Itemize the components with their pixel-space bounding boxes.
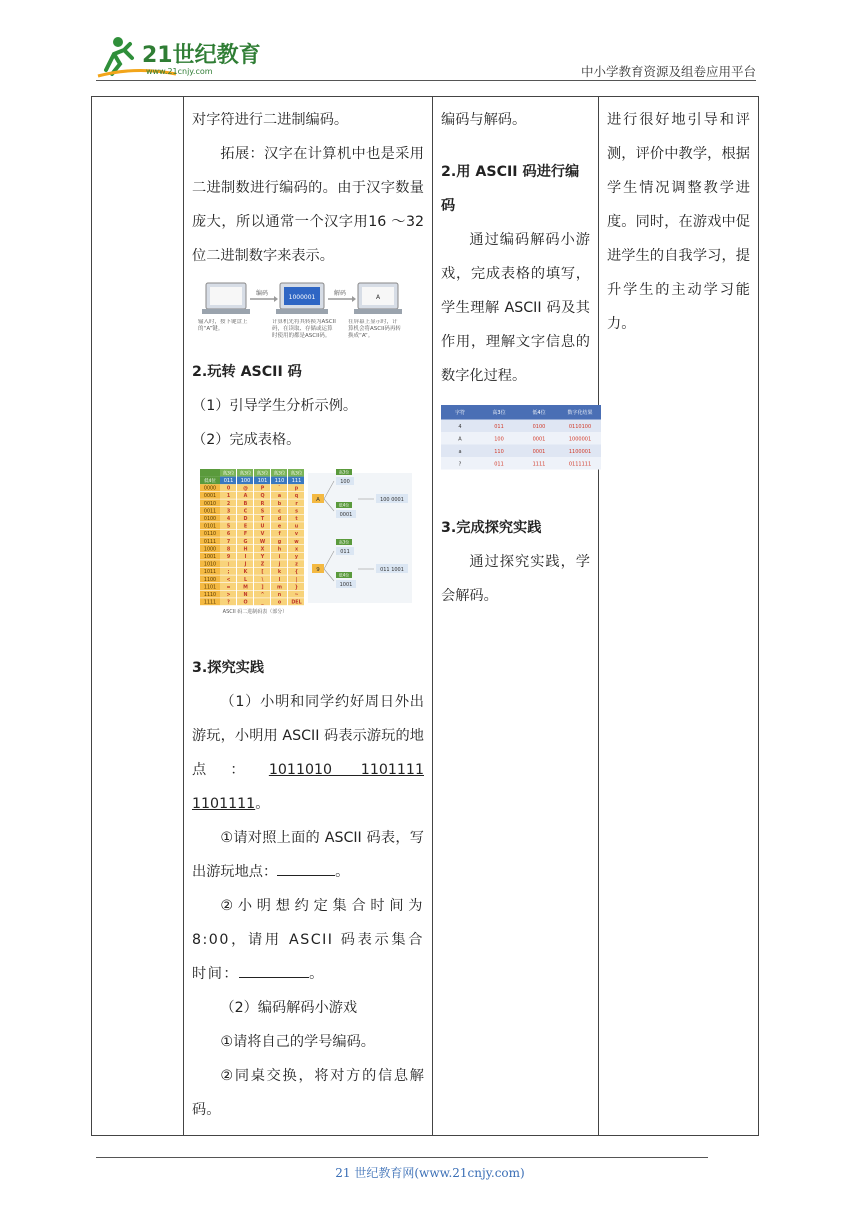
table-cell-value: 0001 [532,448,546,455]
char-label: [ [261,570,264,576]
high-header-label: 高3位 [273,471,286,477]
char-label: ` [278,486,281,492]
low-bits-label: 0011 [203,509,217,515]
char-label: g [277,539,282,545]
char-label: E [243,524,248,530]
char-label: C [243,509,248,515]
laptop-3-icon [354,283,402,314]
char-label: > [226,593,231,598]
char-label: w [294,539,299,545]
char-label: l [278,577,281,583]
header-divider [96,80,756,81]
example-result: 100 0001 [380,496,404,503]
example-result: 011 1001 [380,566,404,573]
char-label: 8 [226,547,231,553]
paragraph-extension: 拓展：汉字在计算机中也是采用二进制数进行编码的。由于汉字数量庞大，所以通常一个汉字用16 ～32 位二进制数字来表示。 [192,146,424,264]
high-header-label: 高3位 [239,471,252,477]
char-label: _ [261,600,264,606]
example-high-label: 高3位 [338,469,350,475]
section-heading-3: 3.探究实践 [192,660,265,676]
char-label: m [277,585,282,591]
char-label: e [277,524,282,530]
high-header-label: 高3位 [290,471,303,477]
char-label: X [260,547,265,553]
char-label: 4 [226,517,231,522]
high-bits-label: 101 [257,478,268,485]
char-label: R [260,501,265,507]
char-label: \ [261,577,264,583]
answer-blank[interactable] [277,875,335,876]
low-bits-label: 0100 [203,517,217,522]
example-char: 9 [316,567,320,573]
laptop-1-icon [202,283,250,314]
low-bits-label: 0010 [203,501,217,507]
section-heading-2: 2.用 ASCII 码进行编码 [441,164,580,214]
char-label: V [260,532,265,538]
char-label: ? [227,600,230,606]
col-4-cell [599,97,759,1136]
low-bits-label: 1101 [203,585,217,591]
char-label: z [295,562,298,568]
low-bits-label: 1100 [203,577,217,583]
low-bits-label: 1001 [203,555,217,560]
low-bits-label: 0000 [203,486,217,492]
footer-divider [96,1157,708,1158]
example-high-label: 高3位 [338,539,350,545]
char-label: A [243,494,248,500]
table-cell-value: 011 [494,423,504,430]
char-label: K [243,570,248,576]
lesson-table [91,96,759,1136]
low-bits-label: 0110 [203,532,217,538]
table-cell-value: A [458,436,462,443]
char-label: ; [227,570,230,576]
section-heading-2: 2.玩转 ASCII 码 [192,364,302,380]
col-2-cell [184,97,433,1136]
table-cell-value: 0001 [532,436,546,443]
char-label: c [278,509,281,515]
char-label: a [277,494,282,500]
char-label: O [243,600,248,606]
char-label: H [243,547,248,553]
char-label: 3 [226,509,231,515]
svg-text:21世纪教育: 21世纪教育 [142,43,261,68]
char-label: b [277,501,282,507]
table-cell-value: 1000001 [568,436,592,443]
table-cell-value: 1111 [532,461,546,468]
char-label: f [278,532,281,538]
char-label: t [295,517,298,522]
example-panel [308,473,412,603]
high-bits-label: 111 [291,478,302,485]
table-caption: ASCII 码二进制码表（部分） [222,608,288,615]
svg-text:A: A [375,294,381,301]
encoding-process-figure: 编码 1000001 解码 A 输入时，按下键盘上的“A”键。 计算机先将其转换为ASCII码，在读取、存储或运算时使用的都是ASCII码。 在屏幕上显示时，计算机会将ASCII码再转换成“A”。 [198,279,402,351]
char-label: y [294,555,299,560]
char-label: j [278,562,281,568]
example-low-label: 低4位 [338,572,350,578]
table-cell-value: ? [458,461,462,468]
header-label: 高3位 [492,410,506,416]
paragraph: 编码与解码。 [441,112,527,128]
step-1: （1）引导学生分析示例。 [192,398,358,414]
col-3-cell [433,97,599,1136]
question-2b: ②同桌交换，将对方的信息解码。 [192,1068,424,1118]
high-header-label: 高3位 [222,471,235,477]
low-bits-label: 0101 [203,524,217,530]
example-char: A [316,497,320,503]
table-cell-value: 0100 [532,423,546,430]
high-bits-label: 110 [274,478,285,485]
low-bits-label: 0001 [203,494,217,500]
header-label: 字符 [454,410,466,416]
char-label: < [226,577,231,583]
char-label: } [294,585,299,591]
char-label: : [227,562,230,568]
char-label: v [294,532,299,538]
table-cell-value: a [458,448,462,455]
high-header-label: 高3位 [256,471,269,477]
char-label: s [295,509,298,515]
char-label: 5 [226,524,231,530]
char-label: ^ [260,593,265,598]
example-high: 100 [340,479,350,485]
char-label: P [260,486,265,492]
char-label: F [243,532,248,538]
char-label: B [243,501,248,507]
question-1: （1）小明和同学约好周日外出游玩，小明用 ASCII 码表示游玩的地点：1011010 1101111 1101111。 [192,694,424,812]
char-label: 0 [226,486,231,492]
char-label: 9 [226,555,231,560]
table-corner [200,469,220,477]
example-low: 0001 [339,512,353,518]
low-bits-label: 0111 [203,539,217,545]
table-cell-value: 011 [494,461,504,468]
char-label: k [277,570,282,576]
char-label: x [294,547,299,553]
low-bits-label: 1110 [203,593,217,598]
low-bits-label: 1010 [203,562,217,568]
answer-blank[interactable] [239,977,309,978]
low-bits-label: 1000 [203,547,217,553]
svg-text:1000001: 1000001 [288,294,316,301]
char-label: ~ [294,593,299,598]
char-label: @ [243,486,248,492]
paragraph: 进行很好地引导和评测，评价中教学，根据学生情况调整教学进度。同时，在游戏中促进学生的自我学习，提升学生的主动学习能力。 [607,112,750,332]
char-label: r [295,501,298,507]
example-low: 1001 [339,582,353,588]
char-label: I [244,555,247,560]
table-cell-value: 0110100 [568,423,592,430]
section-heading-3: 3.完成探究实践 [441,520,542,536]
laptop-2-icon [276,283,328,314]
high-bits-label: 011 [223,478,234,485]
step-2: （2）完成表格。 [192,432,301,448]
char-label: i [278,555,281,560]
svg-text:解码: 解码 [334,290,347,297]
question-1a: ①请对照上面的 ASCII 码表，写出游玩地点： 。 [192,830,424,880]
char-label: 2 [226,501,231,507]
low-bits-label: 1111 [203,600,217,606]
char-label: | [295,577,298,583]
header-label: 低4位 [532,410,546,416]
char-label: Q [260,494,265,500]
footer-text: 21 世纪教育网(www.21cnjy.com) [335,1166,525,1180]
col-1-cell [92,97,184,1136]
char-label: d [277,517,282,522]
char-label: L [243,577,248,583]
table-cell-value: 1100001 [568,448,592,455]
char-label: DEL [291,600,302,606]
char-label: J [244,562,247,568]
char-label: ] [261,585,264,591]
site-logo [96,30,266,80]
table-cell-value: 100 [494,436,504,443]
high-bits-label: 100 [240,478,251,485]
char-label: = [226,585,231,591]
paragraph: 通过编码解码小游戏，完成表格的填写，学生理解 ASCII 码及其作用，理解文字信息的数字化过程。 [441,232,590,384]
question-2: （2）编码解码小游戏 [220,1000,358,1016]
char-label: p [294,486,299,492]
char-label: 7 [226,539,231,545]
ascii-code-underlined: 1011010 1101111 1101111 [192,762,424,812]
table-cell-value: 0111111 [568,461,592,468]
paragraph: 通过探究实践，学会解码。 [441,554,590,604]
char-label: G [243,539,248,545]
example-low-label: 低4位 [338,502,350,508]
char-label: q [294,494,299,500]
question-2a: ①请将自己的学号编码。 [220,1034,375,1050]
char-label: W [259,539,266,545]
char-label: S [260,509,265,515]
char-label: u [294,524,299,530]
table-cell-value: 4 [458,423,462,430]
char-label: 6 [226,532,231,538]
char-label: Z [260,562,265,568]
char-label: h [277,547,282,553]
paragraph: 对字符进行二进制编码。 [192,112,349,128]
char-label: N [243,593,248,598]
char-label: { [294,570,299,576]
question-1b: ②小明想约定集合时间为8:00，请用 ASCII 码表示集合时间： 。 [192,898,424,982]
header-label: 数字化结果 [567,410,593,416]
table-cell-value: 110 [494,448,504,455]
char-label: M [243,585,248,591]
example-high: 011 [340,549,350,555]
platform-name: 中小学教育资源及组卷应用平台 [580,64,756,79]
svg-text:编码: 编码 [256,290,269,297]
char-label: U [260,524,265,530]
char-label: 1 [226,494,231,500]
char-label: T [260,517,265,522]
char-label: Y [260,555,265,560]
char-label: D [243,517,248,522]
svg-text:www.21cnjy.com: www.21cnjy.com [146,67,213,76]
char-label: n [277,593,282,598]
low-header-label: 低4位 [204,479,216,485]
char-label: o [277,600,282,606]
ascii-result-table [441,405,601,481]
low-bits-label: 1011 [203,570,217,576]
ascii-table-figure [196,465,416,633]
